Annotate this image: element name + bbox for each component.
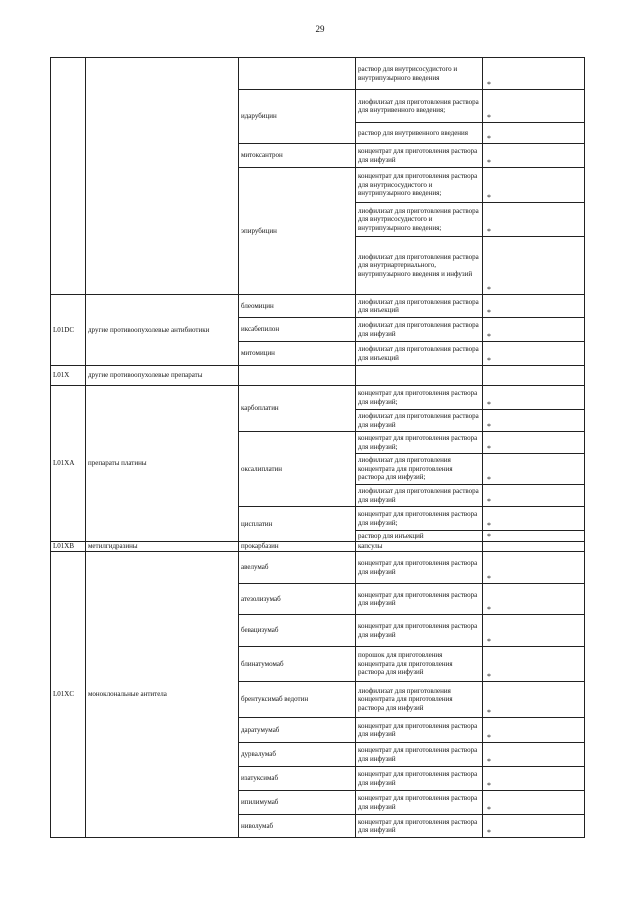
dosage-form-cell xyxy=(356,366,483,386)
asterisk-mark: * xyxy=(487,158,491,167)
asterisk-mark: * xyxy=(487,80,491,89)
dosage-form-cell: концентрат для приготовления раствора для инфузий xyxy=(356,743,483,767)
dosage-form-cell: лиофилизат для приготовления раствора для инъекций xyxy=(356,342,483,366)
note-mark-cell xyxy=(483,432,585,454)
dosage-form-cell: лиофилизат для приготовления раствора для внутривенного введения; xyxy=(356,90,483,123)
note-mark-cell xyxy=(483,647,585,682)
dosage-form-cell: раствор для инъекций xyxy=(356,531,483,542)
table-row xyxy=(51,542,585,552)
drug-name-cell: бевацизумаб xyxy=(239,615,356,647)
drug-name-cell xyxy=(239,366,356,386)
note-mark-cell xyxy=(483,144,585,168)
drug-name-cell: авелумаб xyxy=(239,552,356,584)
drug-name-cell: атезолизумаб xyxy=(239,584,356,615)
note-mark-cell xyxy=(483,237,585,295)
dosage-form-cell: раствор для внутривенного введения xyxy=(356,123,483,144)
note-mark-cell xyxy=(483,584,585,615)
drug-name-cell: митомицин xyxy=(239,342,356,366)
dosage-form-cell: концентрат для приготовления раствора для инфузий xyxy=(356,767,483,791)
note-mark-cell xyxy=(483,58,585,90)
drug-name-cell: прокарбазин xyxy=(239,542,356,552)
asterisk-mark: * xyxy=(487,605,491,614)
note-mark-cell xyxy=(483,454,585,485)
dosage-form-cell: лиофилизат для приготовления раствора для инъекций xyxy=(356,295,483,318)
drug-name-cell: блинатумомаб xyxy=(239,647,356,682)
asterisk-mark: * xyxy=(487,422,491,431)
drug-name-cell: изатуксимаб xyxy=(239,767,356,791)
note-mark-cell xyxy=(483,542,585,552)
asterisk-mark: * xyxy=(487,193,491,202)
asterisk-mark: * xyxy=(487,781,491,790)
asterisk-mark: * xyxy=(487,532,491,541)
note-mark-cell xyxy=(483,552,585,584)
drug-name-cell xyxy=(239,58,356,90)
table-row xyxy=(51,58,585,90)
page-number: 29 xyxy=(315,24,325,34)
note-mark-cell xyxy=(483,815,585,838)
note-mark-cell xyxy=(483,90,585,123)
drug-name-cell: цисплатин xyxy=(239,507,356,542)
dosage-form-cell: концентрат для приготовления раствора для внутрисосудистого и внутрипузырного введения; xyxy=(356,168,483,203)
dosage-form-cell: концентрат для приготовления раствора для инфузий xyxy=(356,584,483,615)
note-mark-cell xyxy=(483,342,585,366)
dosage-form-cell: концентрат для приготовления раствора для инфузий xyxy=(356,144,483,168)
atc-code-cell: L01XA xyxy=(51,386,86,542)
note-mark-cell xyxy=(483,168,585,203)
dosage-form-cell: капсулы xyxy=(356,542,483,552)
asterisk-mark: * xyxy=(487,356,491,365)
dosage-form-cell: лиофилизат для приготовления раствора для инфузий xyxy=(356,485,483,507)
dosage-form-cell: концентрат для приготовления раствора для инфузий xyxy=(356,615,483,647)
dosage-form-cell: порошок для приготовления концентрата для приготовления раствора для инфузий xyxy=(356,647,483,682)
table-row xyxy=(51,552,585,584)
table-row xyxy=(51,366,585,386)
note-mark-cell xyxy=(483,531,585,542)
asterisk-mark: * xyxy=(487,672,491,681)
dosage-form-cell: лиофилизат для приготовления раствора для инфузий xyxy=(356,318,483,342)
asterisk-mark: * xyxy=(487,444,491,453)
dosage-form-cell: концентрат для приготовления раствора для инфузий; xyxy=(356,432,483,454)
asterisk-mark: * xyxy=(487,757,491,766)
note-mark-cell xyxy=(483,615,585,647)
drug-name-cell: дурвалумаб xyxy=(239,743,356,767)
drug-name-cell: митоксантрон xyxy=(239,144,356,168)
asterisk-mark: * xyxy=(487,708,491,717)
anatomical-group-cell: метилгидразины xyxy=(86,542,239,552)
note-mark-cell xyxy=(483,318,585,342)
note-mark-cell xyxy=(483,410,585,432)
drug-name-cell: ипилимумаб xyxy=(239,791,356,815)
anatomical-group-cell xyxy=(86,58,239,295)
note-mark-cell xyxy=(483,123,585,144)
table-row xyxy=(51,386,585,410)
note-mark-cell xyxy=(483,485,585,507)
note-mark-cell xyxy=(483,386,585,410)
asterisk-mark: * xyxy=(487,308,491,317)
asterisk-mark: * xyxy=(487,805,491,814)
dosage-form-cell: раствор для внутрисосудистого и внутрипузырного введения xyxy=(356,58,483,90)
note-mark-cell xyxy=(483,366,585,386)
table-row xyxy=(51,295,585,318)
note-mark-cell xyxy=(483,507,585,531)
drug-name-cell: ниволумаб xyxy=(239,815,356,838)
dosage-form-cell: концентрат для приготовления раствора для инфузий; xyxy=(356,507,483,531)
atc-code-cell: L01XC xyxy=(51,552,86,838)
asterisk-mark: * xyxy=(487,227,491,236)
asterisk-mark: * xyxy=(487,521,491,530)
dosage-form-cell: лиофилизат для приготовления раствора для внутрисосудистого и внутрипузырного введения; xyxy=(356,203,483,237)
atc-code-cell: L01XB xyxy=(51,542,86,552)
atc-code-cell xyxy=(51,58,86,295)
asterisk-mark: * xyxy=(487,400,491,409)
drug-name-cell: эпирубицин xyxy=(239,168,356,295)
dosage-form-cell: концентрат для приготовления раствора для инфузий xyxy=(356,815,483,838)
asterisk-mark: * xyxy=(487,475,491,484)
anatomical-group-cell: препараты платины xyxy=(86,386,239,542)
asterisk-mark: * xyxy=(487,497,491,506)
asterisk-mark: * xyxy=(487,332,491,341)
drug-name-cell: идарубицин xyxy=(239,90,356,144)
dosage-form-cell: концентрат для приготовления раствора для инфузий xyxy=(356,552,483,584)
drug-name-cell: блеомицин xyxy=(239,295,356,318)
drug-name-cell: брентуксимаб ведотин xyxy=(239,682,356,718)
dosage-form-cell: лиофилизат для приготовления концентрата для приготовления раствора для инфузий xyxy=(356,682,483,718)
anatomical-group-cell: другие противоопухолевые препараты xyxy=(86,366,239,386)
anatomical-group-cell: другие противоопухолевые антибиотики xyxy=(86,295,239,366)
dosage-form-cell: лиофилизат для приготовления концентрата для приготовления раствора для инфузий; xyxy=(356,454,483,485)
asterisk-mark: * xyxy=(487,285,491,294)
atc-code-cell: L01X xyxy=(51,366,86,386)
dosage-form-cell: лиофилизат для приготовления раствора для внутриартериального, внутрипузырного введения и инфузий xyxy=(356,237,483,295)
drug-name-cell: даратумумаб xyxy=(239,718,356,743)
asterisk-mark: * xyxy=(487,574,491,583)
dosage-form-cell: концентрат для приготовления раствора для инфузий xyxy=(356,791,483,815)
asterisk-mark: * xyxy=(487,733,491,742)
note-mark-cell xyxy=(483,682,585,718)
note-mark-cell xyxy=(483,718,585,743)
drug-name-cell: карбоплатин xyxy=(239,386,356,432)
note-mark-cell xyxy=(483,743,585,767)
dosage-form-cell: концентрат для приготовления раствора для инфузий xyxy=(356,718,483,743)
note-mark-cell xyxy=(483,295,585,318)
asterisk-mark: * xyxy=(487,134,491,143)
note-mark-cell xyxy=(483,791,585,815)
note-mark-cell xyxy=(483,767,585,791)
asterisk-mark: * xyxy=(487,637,491,646)
anatomical-group-cell: моноклональные антитела xyxy=(86,552,239,838)
drug-table xyxy=(50,57,585,838)
atc-code-cell: L01DC xyxy=(51,295,86,366)
dosage-form-cell: лиофилизат для приготовления раствора для инфузий xyxy=(356,410,483,432)
asterisk-mark: * xyxy=(487,828,491,837)
dosage-form-cell: концентрат для приготовления раствора для инфузий; xyxy=(356,386,483,410)
note-mark-cell xyxy=(483,203,585,237)
drug-name-cell: оксалиплатин xyxy=(239,432,356,507)
drug-name-cell: иксабепилон xyxy=(239,318,356,342)
asterisk-mark: * xyxy=(487,113,491,122)
